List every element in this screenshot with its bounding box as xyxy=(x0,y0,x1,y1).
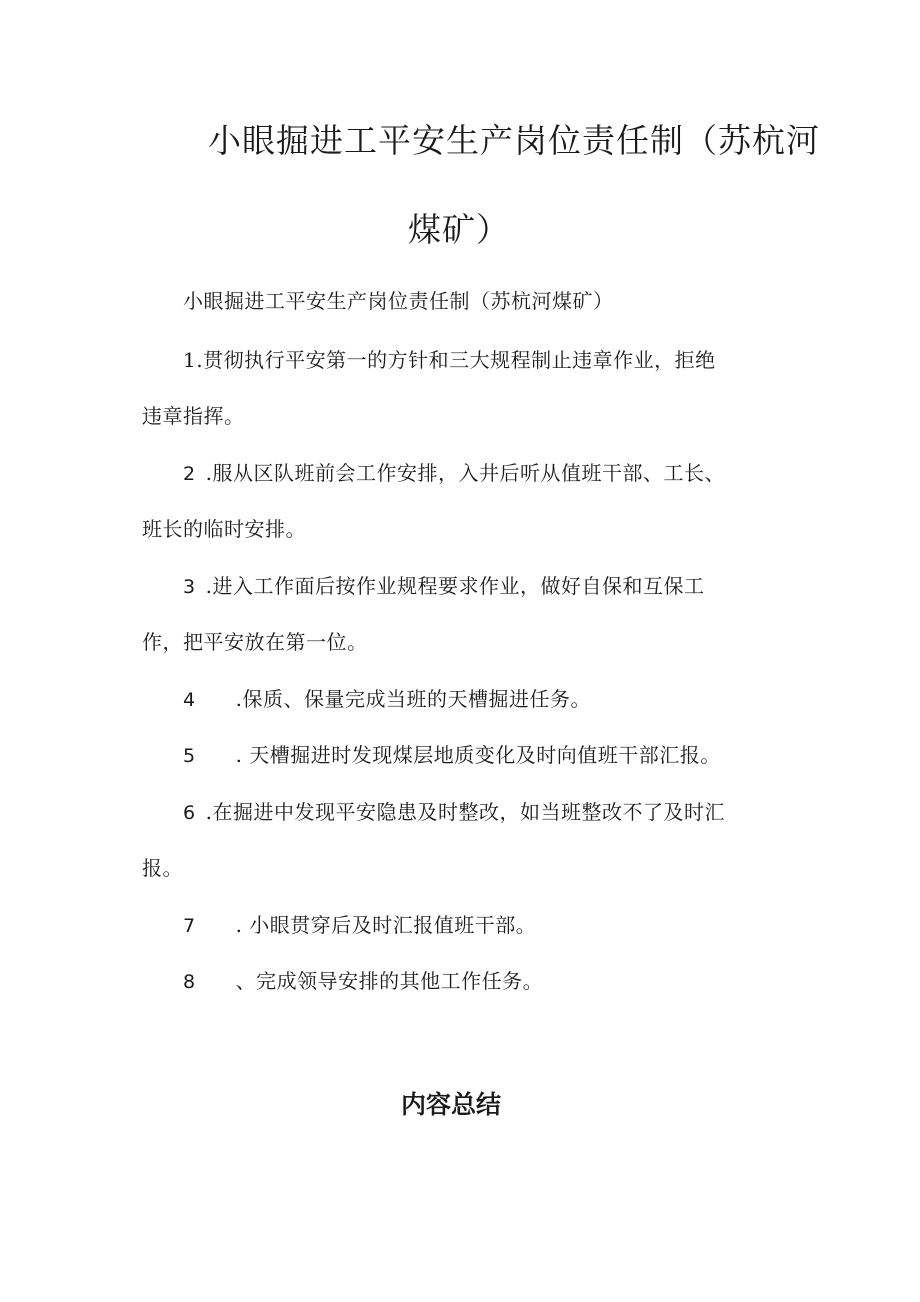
item-text: .进入工作面后按作业规程要求作业，做好自保和互保工 xyxy=(205,574,705,598)
list-item-6 xyxy=(183,798,725,827)
document-subtitle: 小眼掘进工平安生产岗位责任制（苏杭河煤矿） xyxy=(183,289,614,313)
item-number: 2 xyxy=(183,463,196,485)
list-item-3-continuation: 作，把平安放在第一位。 xyxy=(142,630,368,654)
item-number: 3 xyxy=(183,576,196,598)
list-item-1-continuation: 违章指挥。 xyxy=(142,404,245,428)
list-item-2-continuation: 班长的临时安排。 xyxy=(142,517,306,541)
list-item-5 xyxy=(183,741,721,770)
item-text: 贯彻执行平安第一的方针和三大规程制止违章作业，拒绝 xyxy=(203,348,716,372)
list-item-2 xyxy=(183,459,725,488)
item-number: 5 xyxy=(183,745,196,767)
item-number: 8 xyxy=(183,971,196,993)
list-item-7 xyxy=(183,911,536,940)
item-number: 1. xyxy=(183,348,204,372)
list-item-6-continuation: 报。 xyxy=(142,856,183,880)
list-item-3 xyxy=(183,572,704,601)
document-title-line-1: 小眼掘进工平安生产岗位责任制（苏杭河 xyxy=(208,121,820,160)
list-item-8 xyxy=(183,967,543,996)
item-text: .服从区队班前会工作安排，入井后听从值班干部、工长、 xyxy=(205,461,725,485)
list-item-1 xyxy=(183,346,716,374)
document-title-line-2: 煤矿） xyxy=(408,210,510,249)
item-number: 4 xyxy=(183,689,196,711)
item-number: 6 xyxy=(183,802,196,824)
item-text: .保质、保量完成当班的天槽掘进任务。 xyxy=(235,687,591,711)
item-text: . 小眼贯穿后及时汇报值班干部。 xyxy=(235,913,537,937)
summary-heading: 内容总结 xyxy=(401,1090,502,1119)
item-text: . 天槽掘进时发现煤层地质变化及时向值班干部汇报。 xyxy=(235,743,721,767)
item-number: 7 xyxy=(183,915,196,937)
item-text: 、完成领导安排的其他工作任务。 xyxy=(235,969,544,993)
item-text: .在掘进中发现平安隐患及时整改，如当班整改不了及时汇 xyxy=(205,800,725,824)
list-item-4 xyxy=(183,685,591,714)
